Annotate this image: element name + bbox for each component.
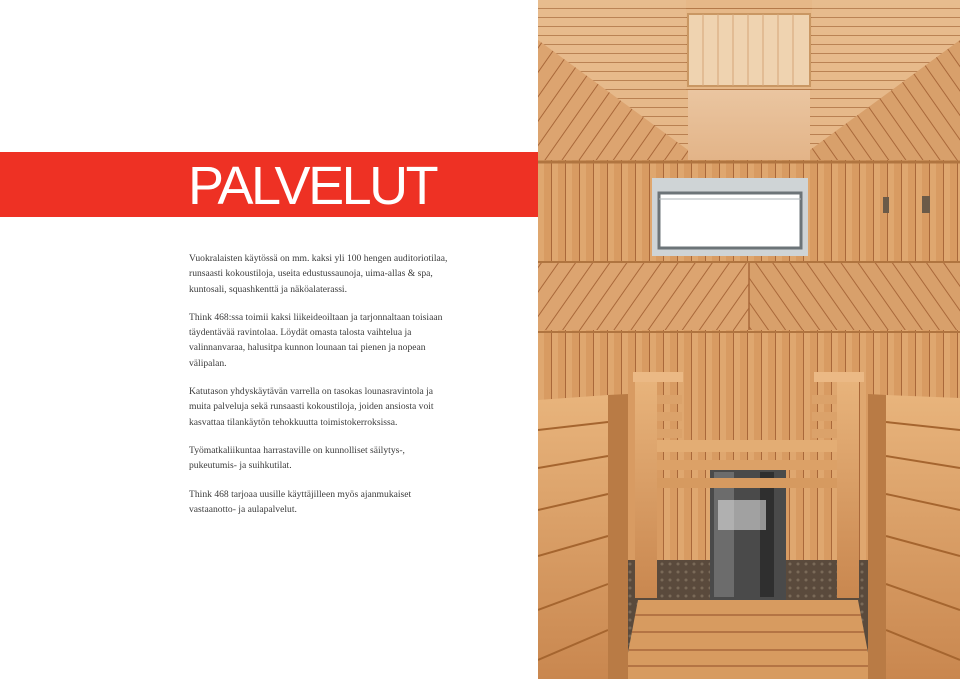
paragraph: Think 468:ssa toimii kaksi liikeideoiltaan ja tarjonnaltaan toisiaan täydentävää ravintolaa. Löydät omasta talosta vaihtelua ja valinnanvaraa, halusitpa kunnon lounaan tai pienen ja nopean välipalan. — [189, 311, 443, 369]
title-banner — [0, 152, 538, 217]
paragraph: Työmatkaliikuntaa harrastaville on kunnolliset säilytys-, pukeutumis- ja suihkutilat. — [189, 444, 405, 472]
sauna-illustration — [538, 0, 960, 679]
page-title: PALVELUT — [188, 156, 437, 216]
sauna-photo — [538, 0, 960, 679]
paragraph: Katutason yhdyskäytävän varrella on tasokas lounasravintola ja muita palveluja sekä runsaasti kokoustiloja, joiden ansiosta voit kasvattaa tilankäytön tehokkuutta toimistokerroksissa. — [189, 386, 434, 428]
body-text — [189, 251, 451, 530]
paragraph: Think 468 tarjoaa uusille käyttäjilleen myös ajanmukaiset vastaanotto- ja aulapalvelut. — [189, 488, 412, 515]
paragraph: Vuokralaisten käytössä on mm. kaksi yli 100 hengen auditoriotilaa, runsaasti kokoustiloja, useita edustussaunoja, uima-allas & spa, kuntosali, squashkenttä ja näköalaterassi. — [189, 253, 448, 295]
